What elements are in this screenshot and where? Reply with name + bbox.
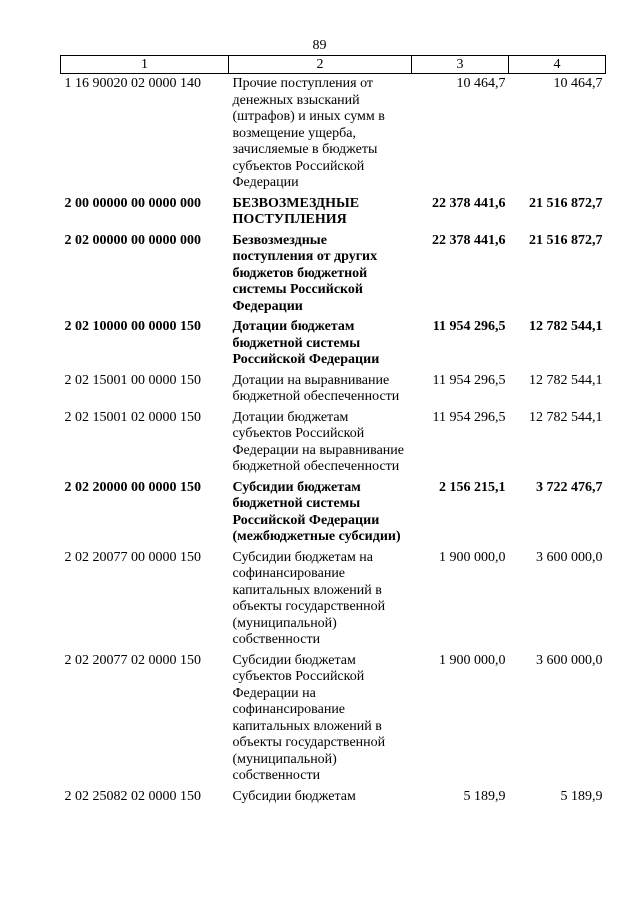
budget-code: 2 02 15001 00 0000 150 [64,372,201,388]
amount-col-4: 21 516 872,7 [529,195,603,211]
amount-col-3: 10 464,7 [456,76,506,91]
amount-col-3: 1 900 000,0 [439,549,506,565]
budget-table [60,55,606,807]
header-row [61,56,606,74]
table-row [61,408,606,478]
amount-col-4: 3 722 476,7 [536,479,603,495]
amount-col-3: 11 954 296,5 [432,319,506,334]
amount-col-4: 3 600 000,0 [536,652,603,668]
amount-col-3: 2 156 215,1 [439,479,506,495]
table-row [61,548,606,651]
amount-col-3: 5 189,9 [463,788,506,804]
table-body [61,74,606,808]
header-col-2: 2 [229,56,412,74]
budget-code: 2 00 00000 00 0000 000 [64,195,201,211]
revenue-name: Субсидии бюджетам субъектов Российской Федерации на софинансирование капитальных вложений в объекты государственной (муниципальной) собственности [232,652,386,783]
budget-code: 2 02 20077 00 0000 150 [64,549,201,565]
revenue-name: Субсидии бюджетам на софинансирование капитальных вложений в объекты государственной (муниципальной) собственности [232,549,386,647]
table-row [61,74,606,194]
revenue-name: Прочие поступления от денежных взысканий (штрафов) и иных сумм в возмещение ущерба, зачисляемые в бюджеты субъектов Российской Федерации [232,76,385,190]
table-row [61,231,606,318]
amount-col-3: 11 954 296,5 [432,409,506,425]
amount-col-4: 5 189,9 [560,788,603,804]
amount-col-3: 1 900 000,0 [439,652,506,668]
budget-code: 2 02 20077 02 0000 150 [64,652,201,668]
table-header [61,56,606,74]
table-row [61,787,606,808]
table-row [61,317,606,371]
budget-code: 2 02 00000 00 0000 000 [64,232,201,248]
revenue-name: Безвозмездные поступления от других бюджетов бюджетной системы Российской Федерации [232,232,378,314]
table-row [61,371,606,408]
amount-col-3: 22 378 441,6 [432,232,506,248]
page-number: 89 [312,38,327,53]
amount-col-4: 21 516 872,7 [529,232,603,248]
revenue-name: Субсидии бюджетам бюджетной системы Российской Федерации (межбюджетные субсидии) [232,479,401,544]
budget-code: 2 02 20000 00 0000 150 [64,479,201,495]
revenue-name: БЕЗВОЗМЕЗДНЫЕ ПОСТУПЛЕНИЯ [232,195,360,227]
amount-col-4: 3 600 000,0 [536,549,603,565]
amount-col-4: 12 782 544,1 [529,319,603,334]
budget-code: 2 02 25082 02 0000 150 [64,788,201,804]
budget-code: 2 02 10000 00 0000 150 [64,319,201,334]
revenue-name: Дотации бюджетам бюджетной системы Российской Федерации [232,319,380,367]
amount-col-4: 12 782 544,1 [529,409,603,425]
amount-col-3: 22 378 441,6 [432,195,506,211]
revenue-name: Дотации на выравнивание бюджетной обеспеченности [232,372,400,404]
header-col-3: 3 [412,56,509,74]
amount-col-3: 11 954 296,5 [432,372,506,388]
table-row [61,478,606,548]
table-row [61,651,606,787]
revenue-name: Дотации бюджетам субъектов Российской Федерации на выравнивание бюджетной обеспеченности [232,409,404,474]
amount-col-4: 10 464,7 [553,76,603,91]
budget-code: 1 16 90020 02 0000 140 [64,76,201,91]
table-row [61,194,606,231]
amount-col-4: 12 782 544,1 [529,372,603,388]
header-col-1: 1 [61,56,229,74]
revenue-name: Субсидии бюджетам [232,788,356,804]
budget-code: 2 02 15001 02 0000 150 [64,409,201,425]
header-col-4: 4 [509,56,606,74]
